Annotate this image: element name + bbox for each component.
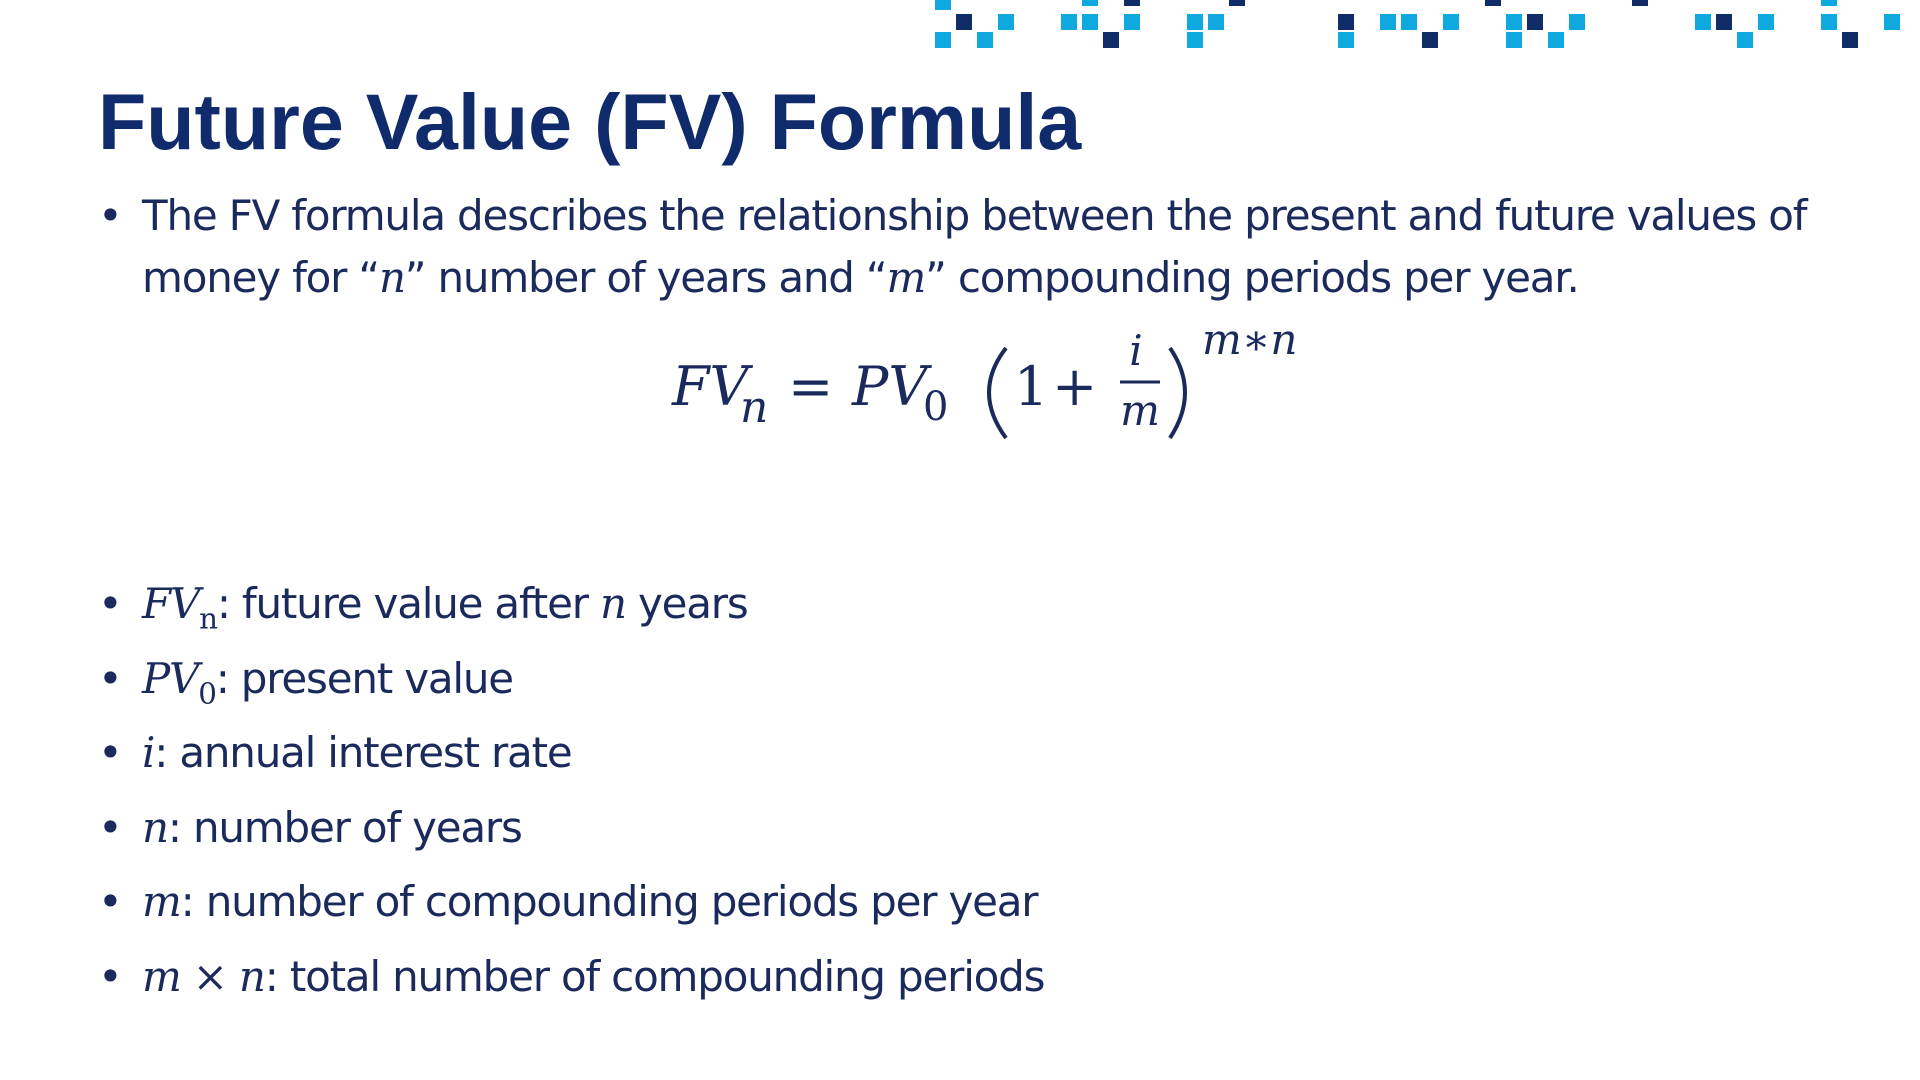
decorative-pixel-pattern [0, 0, 1920, 60]
bullet-dot: • [98, 191, 122, 240]
formula-denominator: m [1120, 386, 1160, 435]
fv-formula [660, 320, 1320, 470]
definition-fvn: • $FV_n$: future value after n years [98, 572, 1398, 647]
definition-m: • m: number of compounding periods per year [98, 870, 1398, 945]
bullet-dot: • [98, 653, 122, 703]
formula-one: 1 [1014, 355, 1049, 418]
definition-i: • i: annual interest rate [98, 721, 1398, 796]
formula-plus: + [1052, 355, 1098, 418]
formula-pv: PV [852, 355, 928, 418]
formula-numerator: i [1129, 326, 1143, 375]
intro-bullet [98, 185, 1878, 309]
bullet-dot: • [98, 802, 122, 852]
bullet-dot: • [98, 951, 122, 1001]
formula-exponent: m∗n [1202, 320, 1298, 364]
bullet-dot: • [98, 728, 122, 777]
left-paren [989, 348, 1006, 438]
definition-pv0: • $PV_0$: present value [98, 647, 1398, 722]
formula-equals: = [788, 355, 834, 418]
definitions-list [98, 572, 1398, 1019]
definition-m-times-n: • m × n: total number of compounding periods [98, 945, 1398, 1020]
formula-lhs-sub: n [740, 382, 769, 433]
formula-pv-sub: 0 [923, 384, 949, 430]
right-paren [1170, 348, 1185, 438]
page-title: Future Value (FV) Formula [98, 77, 1082, 166]
bullet-dot: • [98, 579, 122, 628]
definition-n: • n: number of years [98, 796, 1398, 871]
bullet-dot: • [98, 877, 122, 926]
formula-lhs: FV [672, 355, 749, 418]
intro-text: The FV formula describes the relationship between the present and future values of money for “n” number of years and “m” compounding periods per year. [142, 191, 1807, 302]
